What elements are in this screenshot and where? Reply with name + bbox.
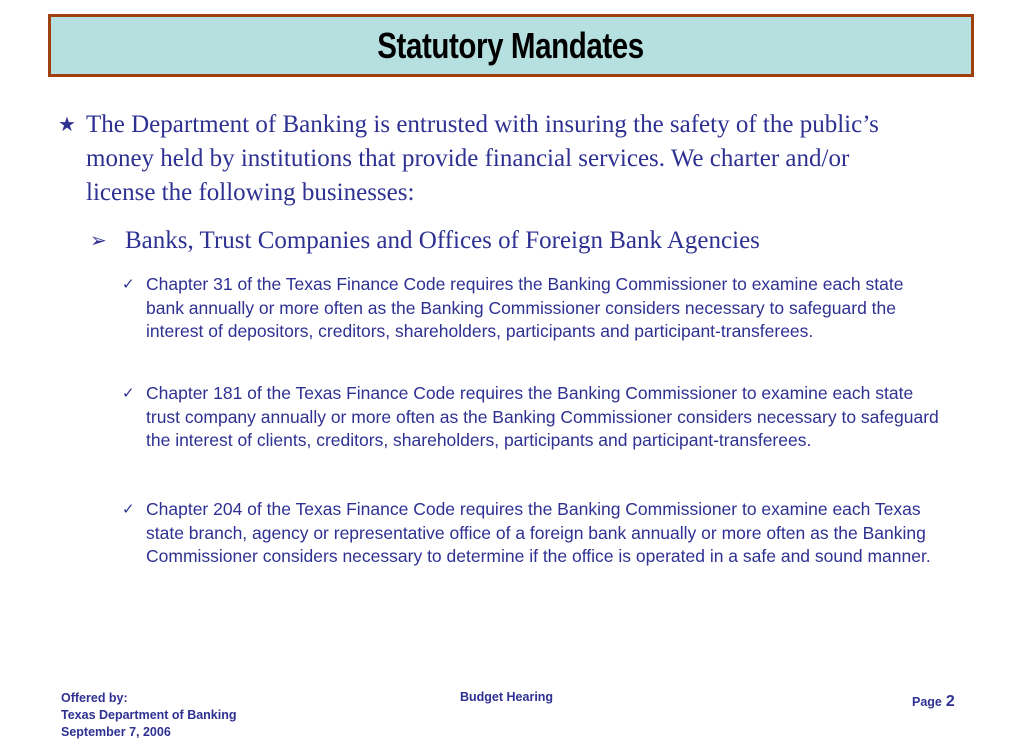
sub-heading: Banks, Trust Companies and Offices of Foreign Bank Agencies: [125, 227, 760, 254]
footer-offered-by-label: Offered by:: [61, 691, 128, 705]
page-title: Statutory Mandates: [377, 24, 645, 66]
check-item: [122, 498, 942, 569]
title-banner: [48, 14, 974, 77]
page-number: 2: [945, 693, 955, 710]
footer-page-indicator: [912, 693, 955, 711]
check-item-text: Chapter 31 of the Texas Finance Code requires the Banking Commissioner to examine each state bank annually or more often as the Banking Commissioner considers necessary to safeguard the interest of depositors, creditors, shareholders, participants and participant-transferees.: [146, 274, 904, 341]
star-bullet-icon: ★: [58, 114, 76, 136]
check-item-text: Chapter 204 of the Texas Finance Code requires the Banking Commissioner to examine each Texas state branch, agency or representative office of a foreign bank annually or more often as the Banking Commissioner considers necessary to determine if the office is operated in a safe and sound manner.: [146, 499, 931, 566]
checkmark-icon: ✓: [122, 276, 135, 293]
footer-date: September 7, 2006: [61, 725, 171, 739]
intro-bullet: [58, 108, 888, 210]
sub-bullet: [90, 224, 890, 258]
footer-offered-by: [61, 690, 237, 741]
check-item: [122, 382, 942, 453]
intro-text: The Department of Banking is entrusted with insuring the safety of the public’s money held by institutions that provide financial services. We charter and/or license the following businesses:: [86, 111, 879, 206]
arrow-bullet-icon: ➢: [90, 230, 107, 252]
footer-center-text: Budget Hearing: [460, 690, 554, 704]
check-item-text: Chapter 181 of the Texas Finance Code requires the Banking Commissioner to examine each state trust company annually or more often as the Banking Commissioner considers necessary to safeguard the interest of clients, creditors, shareholders, participants and participant-transferees.: [146, 383, 939, 450]
check-item: [122, 273, 942, 344]
checkmark-icon: ✓: [122, 501, 135, 518]
checkmark-icon: ✓: [122, 385, 135, 402]
page-label: Page: [912, 695, 942, 709]
footer-organization: Texas Department of Banking: [61, 708, 237, 722]
